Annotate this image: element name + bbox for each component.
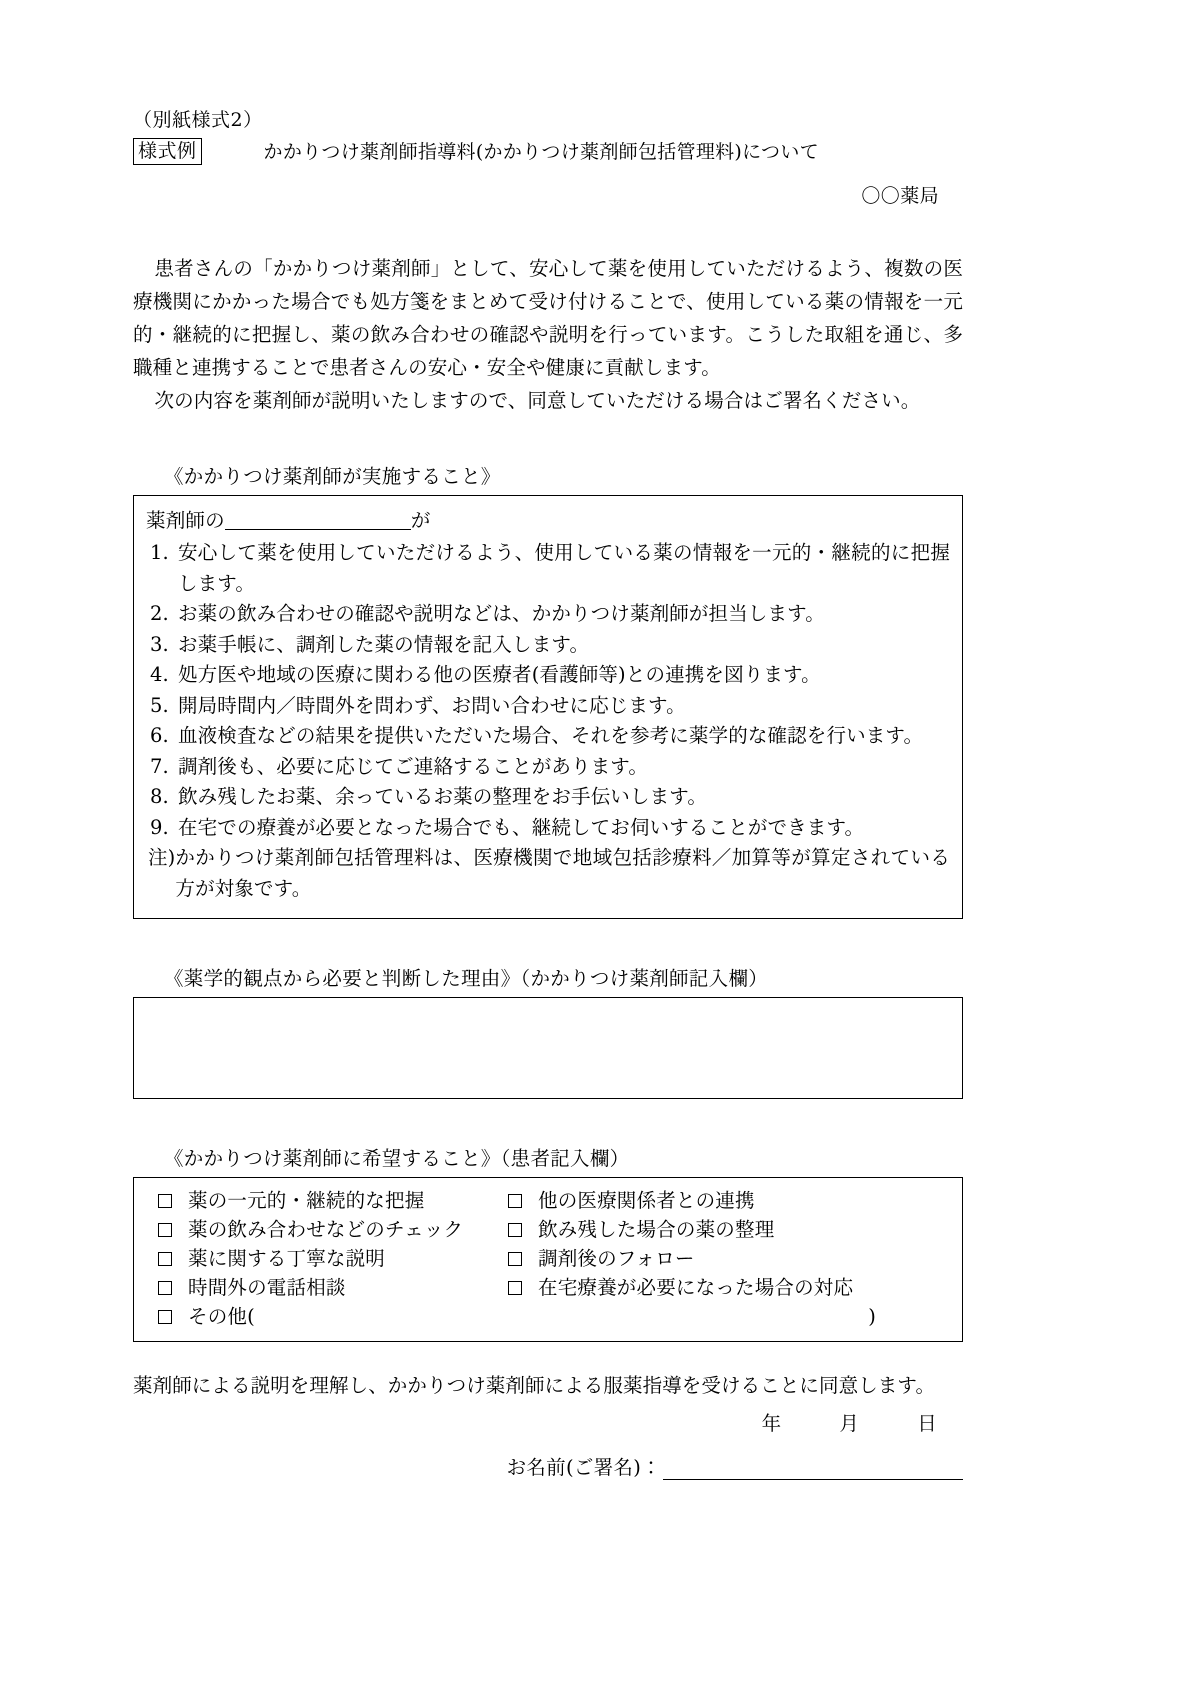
wishes-checkbox-grid	[144, 1186, 952, 1302]
duties-box	[133, 495, 963, 919]
checkbox-other-close-paren: )	[868, 1305, 876, 1329]
list-item-number: 6.	[150, 724, 169, 748]
duties-note-label: 注)	[148, 846, 176, 870]
checkbox-other-label: その他(	[188, 1305, 255, 1329]
intro-paragraph-1: 患者さんの「かかりつけ薬剤師」として、安心して薬を使用していただけるよう、複数の医療機関にかかった場合でも処方箋をまとめて受け付けることで、使用している薬の情報を一元的・継続的に把握し、薬の飲み合わせの確認や説明を行っています。こうした取組を通じ、多職種と連携することで患者さんの安心・安全や健康に貢献します。	[133, 257, 963, 380]
intro-paragraphs	[133, 252, 963, 417]
pharmacist-name-blank[interactable]	[225, 509, 411, 530]
wishes-section-heading: 《かかりつけ薬剤師に希望すること》（患者記入欄）	[164, 1147, 630, 1171]
date-year-label: 年	[761, 1412, 782, 1436]
list-item-number: 7.	[150, 754, 169, 778]
checkbox-row-right-4[interactable]	[494, 1273, 952, 1302]
list-item-number: 4.	[150, 663, 169, 687]
list-item-number: 3.	[150, 632, 169, 656]
signature-row	[133, 1452, 963, 1480]
checkbox-icon[interactable]	[158, 1310, 172, 1324]
list-item-text: 飲み残したお薬、余っているお薬の整理をお手伝いします。	[178, 785, 707, 809]
checkbox-row-left-2[interactable]	[144, 1215, 494, 1244]
sample-badge: 様式例	[133, 138, 202, 166]
list-item	[146, 538, 950, 599]
list-item	[146, 782, 950, 813]
title-row	[133, 138, 963, 166]
checkbox-icon[interactable]	[158, 1252, 172, 1266]
checkbox-row-right-1[interactable]	[494, 1186, 952, 1215]
checkbox-icon[interactable]	[508, 1194, 522, 1208]
checkbox-row-right-2[interactable]	[494, 1215, 952, 1244]
list-item-text: 安心して薬を使用していただけるよう、使用している薬の情報を一元的・継続的に把握します。	[178, 541, 950, 595]
list-item-number: 8.	[150, 785, 169, 809]
intro-paragraph-2: 次の内容を薬剤師が説明いたしますので、同意していただける場合はご署名ください。	[154, 389, 921, 413]
signature-input-line[interactable]	[663, 1459, 963, 1480]
checkbox-label: 他の医療関係者との連携	[538, 1189, 755, 1213]
duties-section-heading: 《かかりつけ薬剤師が実施すること》	[164, 465, 501, 489]
checkbox-icon[interactable]	[158, 1281, 172, 1295]
reason-input-area[interactable]	[133, 997, 963, 1099]
list-item-text: 処方医や地域の医療に関わる他の医療者(看護師等)との連携を図ります。	[178, 663, 821, 687]
checkbox-label: 薬の飲み合わせなどのチェック	[188, 1218, 464, 1242]
list-item	[146, 721, 950, 752]
form-id-label: （別紙様式2）	[133, 109, 263, 131]
checkbox-icon[interactable]	[508, 1252, 522, 1266]
date-row	[133, 1408, 963, 1436]
checkbox-icon[interactable]	[508, 1223, 522, 1237]
page-title: かかりつけ薬剤師指導料(かかりつけ薬剤師包括管理料)について	[263, 140, 819, 163]
list-item-text: お薬の飲み合わせの確認や説明などは、かかりつけ薬剤師が担当します。	[178, 602, 825, 626]
list-item	[146, 752, 950, 783]
wishes-box	[133, 1177, 963, 1342]
consent-statement: 薬剤師による説明を理解し、かかりつけ薬剤師による服薬指導を受けることに同意します。	[133, 1374, 936, 1398]
list-item-text: 開局時間内／時間外を問わず、お問い合わせに応じます。	[178, 693, 686, 717]
duties-note	[146, 843, 950, 904]
list-item-number: 2.	[150, 602, 169, 626]
checkbox-label: 時間外の電話相談	[188, 1276, 346, 1300]
date-day-label: 日	[917, 1412, 937, 1436]
checkbox-row-right-3[interactable]	[494, 1244, 952, 1273]
list-item-number: 1.	[150, 541, 169, 565]
checkbox-row-left-1[interactable]	[144, 1186, 494, 1215]
duties-lead-prefix: 薬剤師の	[146, 509, 225, 533]
checkbox-label: 飲み残した場合の薬の整理	[538, 1218, 775, 1242]
list-item	[146, 599, 950, 630]
checkbox-row-left-4[interactable]	[144, 1273, 494, 1302]
checkbox-label: 調剤後のフォロー	[538, 1247, 695, 1271]
pharmacy-name: 〇〇薬局	[861, 185, 939, 208]
duties-list	[146, 538, 950, 843]
date-month-label: 月	[839, 1412, 860, 1436]
list-item-number: 5.	[150, 693, 169, 717]
list-item-number: 9.	[150, 815, 169, 839]
checkbox-icon[interactable]	[158, 1194, 172, 1208]
checkbox-label: 薬の一元的・継続的な把握	[188, 1189, 425, 1213]
signature-label: お名前(ご署名)：	[506, 1456, 661, 1480]
list-item-text: 血液検査などの結果を提供いただいた場合、それを参考に薬学的な確認を行います。	[178, 724, 924, 748]
duties-note-text: かかりつけ薬剤師包括管理料は、医療機関で地域包括診療料／加算等が算定されている方が対象です。	[175, 846, 950, 900]
list-item-text: お薬手帳に、調剤した薬の情報を記入します。	[178, 632, 590, 656]
checkbox-icon[interactable]	[158, 1223, 172, 1237]
duties-lead-line	[146, 506, 950, 536]
list-item-text: 在宅での療養が必要となった場合でも、継続してお伺いすることができます。	[178, 815, 865, 839]
list-item	[146, 813, 950, 844]
checkbox-row-left-3[interactable]	[144, 1244, 494, 1273]
list-item	[146, 691, 950, 722]
checkbox-row-other[interactable]	[144, 1302, 952, 1331]
checkbox-icon[interactable]	[508, 1281, 522, 1295]
list-item	[146, 630, 950, 661]
document-body	[133, 108, 963, 1480]
duties-lead-suffix: が	[410, 509, 431, 533]
list-item	[146, 660, 950, 691]
checkbox-label: 在宅療養が必要になった場合の対応	[538, 1276, 854, 1300]
checkbox-label: 薬に関する丁寧な説明	[188, 1247, 386, 1271]
list-item-text: 調剤後も、必要に応じてご連絡することがあります。	[178, 754, 649, 778]
reason-section-heading: 《薬学的観点から必要と判断した理由》（かかりつけ薬剤師記入欄）	[164, 967, 769, 991]
